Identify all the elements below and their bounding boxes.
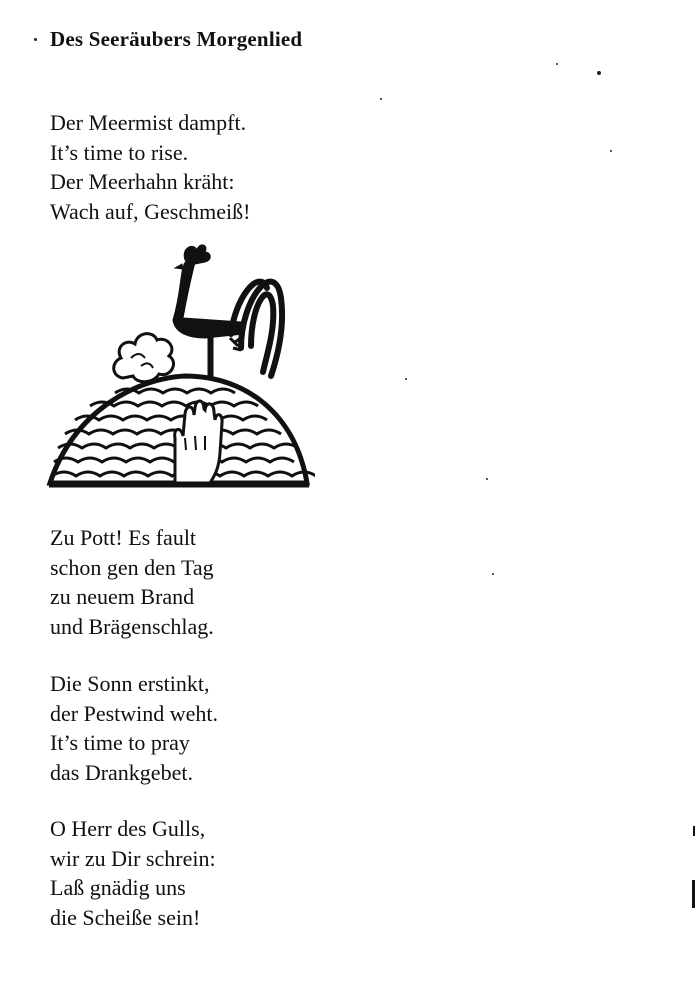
rooster-shape [173,245,243,378]
rooster-woodcut-illustration [45,238,315,494]
stanza-3 [50,669,218,787]
poem-line: zu neuem Brand [50,584,195,609]
poem-line: der Pestwind weht. [50,700,219,726]
poem-line: wir zu Dir schrein: [50,845,216,871]
poem-line: Zu Pott! Es fault [50,525,197,550]
stanza-2 [50,523,214,641]
poem-line: Die Sonn erstinkt, [50,671,210,696]
poem-line: Laß gnädig uns [50,875,186,900]
poem-line: und Brägenschlag. [50,613,214,639]
stanza-4 [50,814,216,932]
scan-speck [380,98,382,100]
poem-line: Der Meermist dampft. [50,110,247,135]
poem-line: die Scheiße sein! [50,904,201,930]
poem-line: das Drankgebet. [50,759,193,785]
scan-speck [34,38,37,41]
scan-speck [597,71,601,75]
poem-title: Des Seeräubers Morgenlied [50,27,303,51]
stanza-1 [50,108,250,226]
page-edge-mark [693,826,695,836]
scan-speck [486,478,488,480]
page-edge-mark [692,880,695,908]
poem-line: O Herr des Gulls, [50,816,206,841]
poem-line: Der Meerhahn kräht: [50,169,235,194]
poem-line: schon gen den Tag [50,554,214,580]
poem-line: It’s time to pray [50,730,190,755]
scan-speck [556,63,558,65]
poem-line: Wach auf, Geschmeiß! [50,198,251,224]
scan-speck [405,378,407,380]
scan-speck [610,150,612,152]
poem-line: It’s time to rise. [50,139,189,165]
scan-speck [492,573,494,575]
